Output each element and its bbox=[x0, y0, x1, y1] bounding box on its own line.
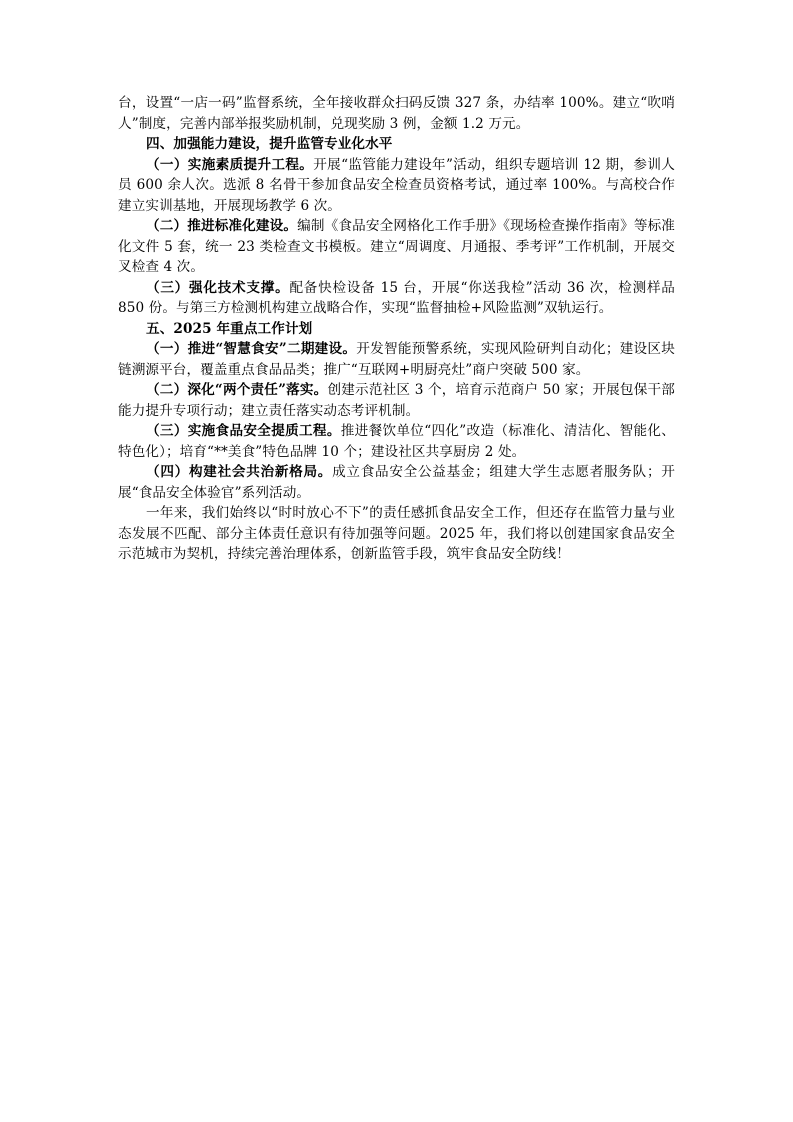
subheading-lead: （二）推进标准化建设。 bbox=[146, 218, 298, 234]
paragraph-quality-improvement bbox=[118, 155, 675, 217]
paragraph-two-responsibilities bbox=[118, 380, 675, 421]
paragraph-body: 推进餐饮单位“四化”改造（标准化、清洁化、智能化、特色化）；培育“**美食”特色品牌 10 个；建设社区共享厨房 2 处。 bbox=[118, 423, 675, 460]
paragraph-smart-food-safety bbox=[118, 339, 675, 380]
subheading-lead: （一）推进“智慧食安”二期建设。 bbox=[146, 341, 357, 357]
paragraph-body: 创建示范社区 3 个，培育示范商户 50 家；开展包保干部能力提升专项行动；建立责任落实动态考评机制。 bbox=[118, 382, 675, 419]
subheading-lead: （三）实施食品安全提质工程。 bbox=[146, 423, 341, 439]
paragraph-technical-support bbox=[118, 278, 675, 319]
paragraph-body: 成立食品安全公益基金；组建大学生志愿者服务队；开展“食品安全体验官”系列活动。 bbox=[118, 464, 675, 501]
paragraph-body: 开展“监管能力建设年”活动，组织专题培训 12 期，参训人员 600 余人次。选派 8 名骨干参加食品安全检查员资格考试，通过率 100%。与高校合作建立实训基地，开展现场教学 6 次。 bbox=[118, 156, 675, 214]
paragraph-body: 开发智能预警系统，实现风险研判自动化；建设区块链溯源平台，覆盖重点食品品类；推广“互联网+明厨亮灶”商户突破 500 家。 bbox=[118, 341, 675, 378]
document-body bbox=[118, 93, 675, 565]
subheading-lead: （四）构建社会共治新格局。 bbox=[146, 464, 333, 480]
paragraph-quality-upgrade bbox=[118, 421, 675, 462]
paragraph-standardization bbox=[118, 216, 675, 278]
subheading-lead: （二）深化“两个责任”落实。 bbox=[146, 382, 328, 398]
section-heading-2025-plan: 五、2025 年重点工作计划 bbox=[146, 320, 313, 337]
paragraph-body: 编制《食品安全网格化工作手册》《现场检查操作指南》等标准化文件 5 套，统一 23 类检查文书模板。建立“周调度、月通报、季考评”工作机制，开展交叉检查 4 次。 bbox=[118, 218, 675, 275]
paragraph-conclusion: 一年来，我们始终以“时时放心不下”的责任感抓食品安全工作，但还存在监管力量与业态发展不匹配、部分主体责任意识有待加强等问题。2025 年，我们将以创建国家食品安全示范城市为契机，持续完善治理体系，创新监管手段，筑牢食品安全防线！ bbox=[118, 505, 675, 562]
subheading-lead: （三）强化技术支撑。 bbox=[146, 279, 290, 296]
section-heading-capacity-building: 四、加强能力建设，提升监管专业化水平 bbox=[146, 136, 393, 152]
paragraph-body: 配备快检设备 15 台，开展“你送我检”活动 36 次，检测样品 850 份。与第三方检测机构建立战略合作，实现“监督抽检+风险监测”双轨运行。 bbox=[118, 279, 676, 316]
subheading-lead: （一）实施素质提升工程。 bbox=[146, 156, 314, 173]
paragraph-social-governance bbox=[118, 462, 675, 503]
paragraph-continuation: 台，设置“一店一码”监督系统，全年接收群众扫码反馈 327 条，办结率 100%。建立“吹哨人”制度，完善内部举报奖励机制，兑现奖励 3 例，金额 1.2 万元。 bbox=[118, 95, 675, 132]
